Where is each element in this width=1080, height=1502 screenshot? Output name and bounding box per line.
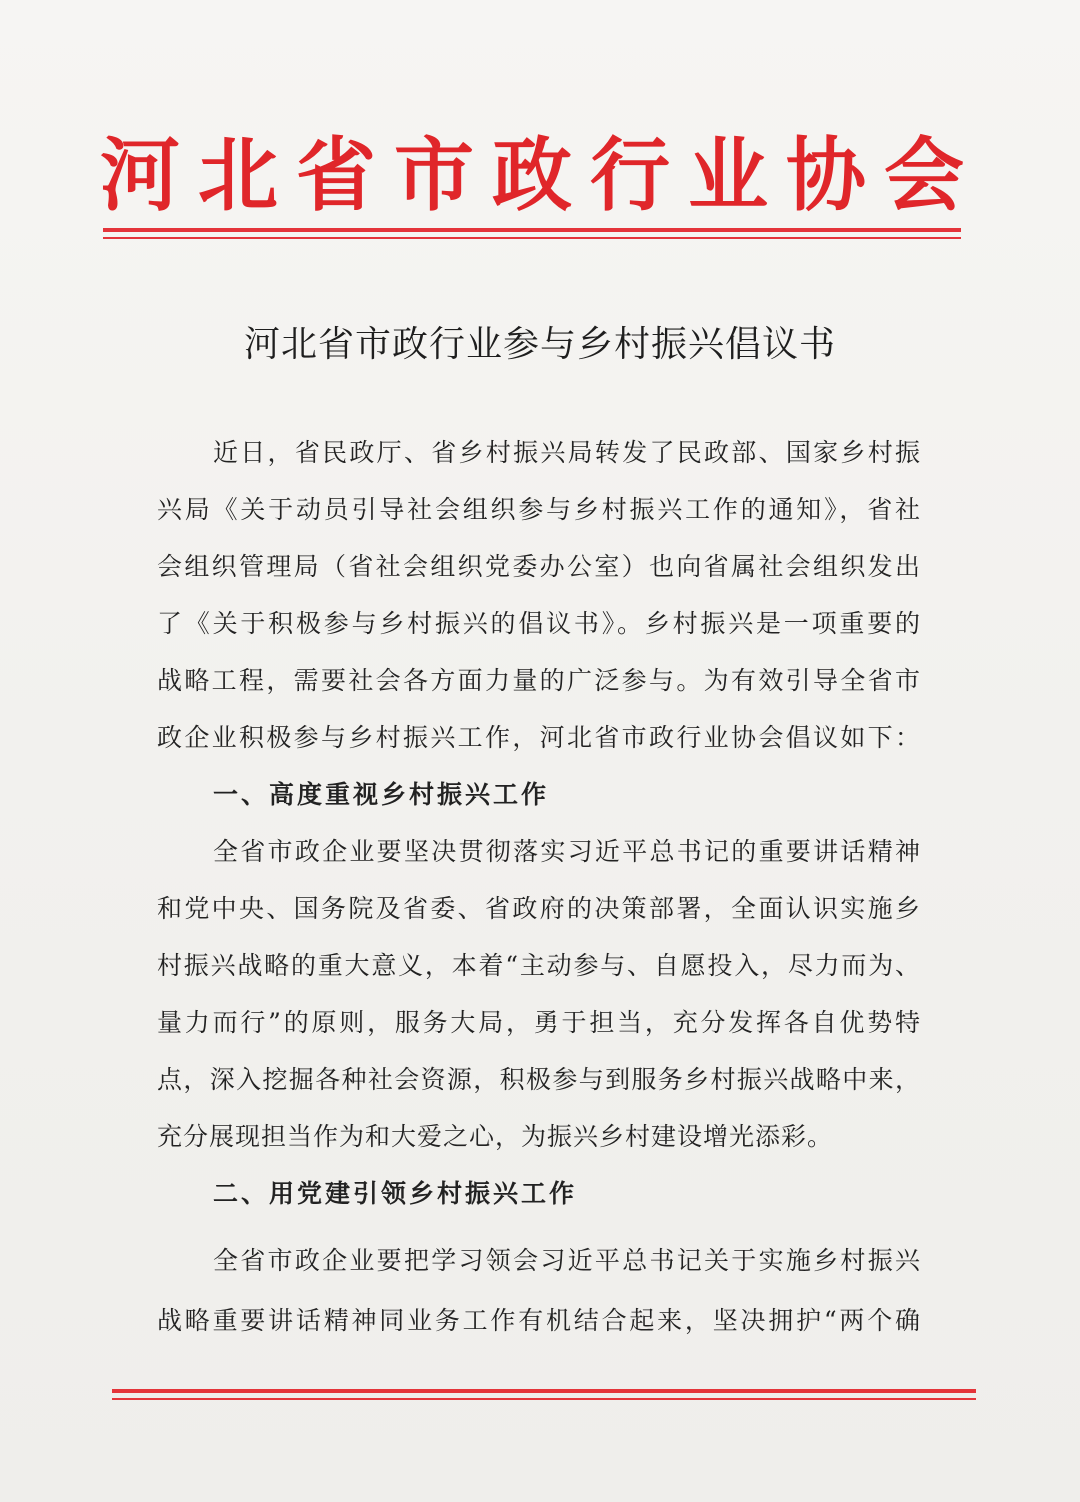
- section1-line: 村振兴战略的重大意义，本着“主动参与、自愿投入，尽力而为、: [157, 951, 921, 980]
- section1-line: 点，深入挖掘各种社会资源，积极参与到服务乡村振兴战略中来，: [157, 1065, 921, 1094]
- section1-heading: 一、高度重视乡村振兴工作: [213, 780, 550, 809]
- letterhead-org-name: 河北省市政行业协会: [100, 128, 982, 222]
- footer-rule-thin: [112, 1398, 976, 1400]
- letterhead-rule-thick: [103, 228, 961, 232]
- section1-line: 和党中央、国务院及省委、省政府的决策部署，全面认识实施乡: [157, 894, 921, 923]
- letterhead-rule-thin: [103, 237, 961, 239]
- section1-line: 充分展现担当作为和大爱之心，为振兴乡村建设增光添彩。: [157, 1122, 834, 1151]
- intro-line: 了《关于积极参与乡村振兴的倡议书》。乡村振兴是一项重要的: [157, 609, 921, 638]
- intro-line: 兴局《关于动员引导社会组织参与乡村振兴工作的通知》，省社: [157, 495, 921, 524]
- section2-line: 战略重要讲话精神同业务工作有机结合起来，坚决拥护“两个确: [157, 1306, 921, 1335]
- section1-line: 量力而行”的原则，服务大局，勇于担当，充分发挥各自优势特: [157, 1008, 921, 1037]
- intro-line: 战略工程，需要社会各方面力量的广泛参与。为有效引导全省市: [157, 666, 921, 695]
- intro-line: 会组织管理局（省社会组织党委办公室）也向省属社会组织发出: [157, 552, 921, 581]
- section2-line: 全省市政企业要把学习领会习近平总书记关于实施乡村振兴: [213, 1246, 921, 1275]
- footer-rule-thick: [112, 1389, 976, 1393]
- section1-line: 全省市政企业要坚决贯彻落实习近平总书记的重要讲话精神: [213, 837, 921, 866]
- intro-line: 政企业积极参与乡村振兴工作，河北省市政行业协会倡议如下：: [157, 723, 921, 752]
- document-title: 河北省市政行业参与乡村振兴倡议书: [243, 324, 836, 365]
- section2-heading: 二、用党建引领乡村振兴工作: [213, 1179, 578, 1208]
- intro-line: 近日，省民政厅、省乡村振兴局转发了民政部、国家乡村振: [213, 438, 921, 467]
